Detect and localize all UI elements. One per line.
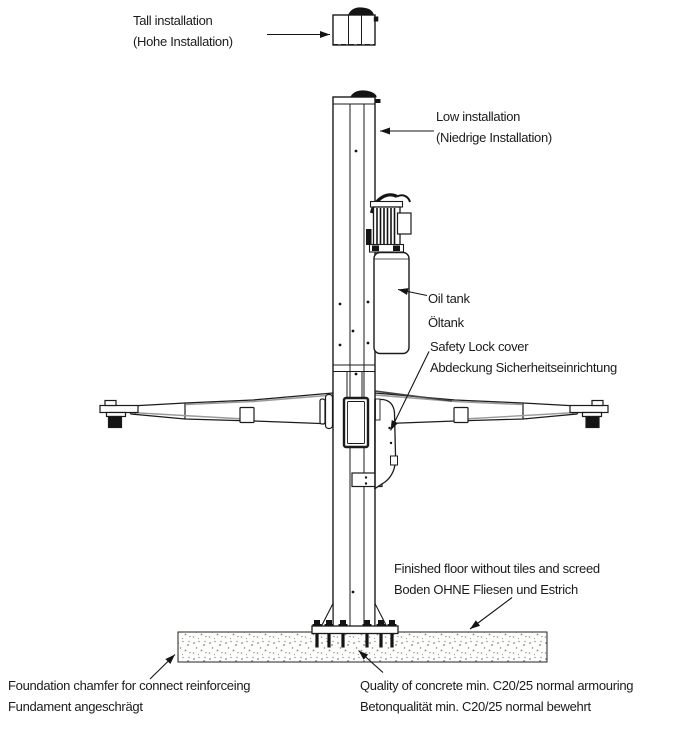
label-concrete-quality <box>360 675 633 717</box>
label-oil-tank-de: Öltank <box>428 315 464 330</box>
oil-tank-shape <box>374 253 409 354</box>
label-foundation-chamfer-de: Fundament angeschrägt <box>8 699 143 714</box>
label-low-installation <box>436 106 552 148</box>
label-foundation-chamfer-en: Foundation chamfer for connect reinforceing <box>8 678 251 693</box>
label-concrete-quality-en: Quality of concrete min. C20/25 normal armouring <box>360 678 634 693</box>
lift-arm-right <box>375 391 608 428</box>
label-concrete-quality-de: Betonqualität min. C20/25 normal bewehrt <box>360 699 591 714</box>
label-foundation-chamfer <box>8 675 250 717</box>
label-finished-floor-de: Boden OHNE Fliesen und Estrich <box>394 582 578 597</box>
label-safety-lock-cover-de: Abdeckung Sicherheitseinrichtung <box>430 360 617 375</box>
concrete-foundation <box>178 632 547 662</box>
label-tall-installation-de: (Hohe Installation) <box>133 34 233 49</box>
label-oil-tank-en: Oil tank <box>428 291 470 306</box>
label-finished-floor <box>394 558 600 600</box>
label-safety-lock-cover <box>430 336 617 378</box>
label-finished-floor-en: Finished floor without tiles and screed <box>394 561 600 576</box>
label-low-installation-en: Low installation <box>436 109 521 124</box>
column-extension <box>333 7 378 45</box>
label-tall-installation-en: Tall installation <box>133 13 213 28</box>
arrow-finished-floor <box>470 598 512 630</box>
label-tall-installation <box>133 10 233 52</box>
lift-column <box>333 90 381 630</box>
label-safety-lock-cover-en: Safety Lock cover <box>430 339 529 354</box>
lift-arm-left <box>100 393 333 429</box>
label-low-installation-de: (Niedrige Installation) <box>436 130 552 145</box>
safety-lock-cover-shape <box>375 399 398 489</box>
